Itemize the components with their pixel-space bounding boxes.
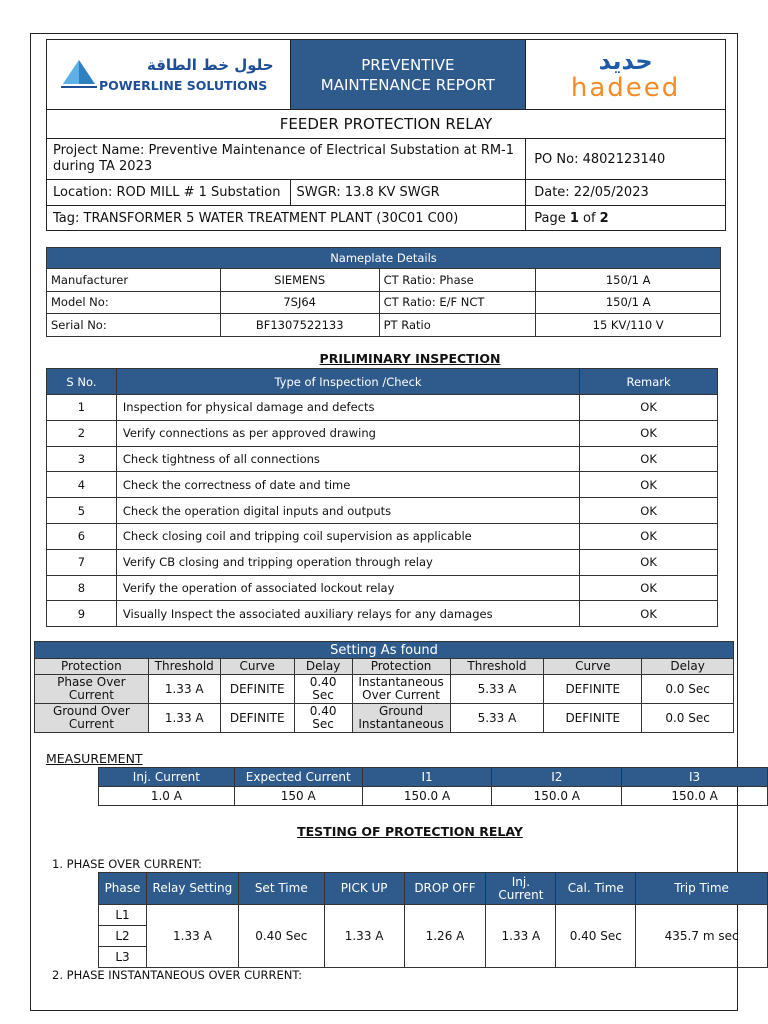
measurement-value: 150.0 A <box>622 787 768 806</box>
phase-label: L2 <box>99 926 147 947</box>
test-item-phase-instantaneous: 2. PHASE INSTANTANEOUS OVER CURRENT: <box>52 968 303 982</box>
delay-value: 0.40 Sec <box>294 704 352 733</box>
table-row <box>47 498 718 524</box>
inspection-remark: OK <box>580 549 718 575</box>
measurement-value: 150.0 A <box>492 787 622 806</box>
column-header: Threshold <box>450 659 544 675</box>
powerline-sail-icon <box>59 58 99 92</box>
inspection-remark: OK <box>580 601 718 627</box>
client-name: hadeed <box>570 72 681 103</box>
page-number <box>526 206 726 231</box>
phase-label: L3 <box>99 947 147 968</box>
column-header: Protection <box>352 659 450 675</box>
column-header: Threshold <box>148 659 220 675</box>
inspection-remark: OK <box>580 395 718 421</box>
protection-name: Instantaneous Over Current <box>352 675 450 704</box>
threshold-value: 1.33 A <box>148 704 220 733</box>
po-number: PO No: 4802123140 <box>526 139 726 180</box>
page-current: 1 <box>569 210 579 226</box>
column-header: Curve <box>544 659 642 675</box>
column-header: Protection <box>35 659 149 675</box>
company-arabic-name: حلول خط الطاقة <box>147 56 274 74</box>
client-arabic-name: حديد <box>598 46 653 75</box>
measurement-table <box>98 767 768 806</box>
inj-current: 1.33 A <box>486 905 556 968</box>
nameplate-label: CT Ratio: E/F NCT <box>379 291 536 314</box>
column-header: Curve <box>220 659 294 675</box>
delay-value: 0.0 Sec <box>642 704 734 733</box>
measurement-title: MEASUREMENT <box>46 751 143 766</box>
row-number: 8 <box>47 575 117 601</box>
report-title-line1: PREVENTIVE <box>361 55 455 74</box>
table-row <box>47 420 718 446</box>
inspection-check: Verify connections as per approved drawing <box>116 420 579 446</box>
inspection-check: Verify the operation of associated lockout relay <box>116 575 579 601</box>
delay-value: 0.0 Sec <box>642 675 734 704</box>
column-header: Cal. Time <box>556 873 636 905</box>
inspection-check: Check the correctness of date and time <box>116 472 579 498</box>
report-header <box>46 39 726 231</box>
column-header: Expected Current <box>234 768 362 787</box>
table-row <box>99 905 768 926</box>
cal-time: 0.40 Sec <box>556 905 636 968</box>
table-row <box>47 291 721 314</box>
table-row <box>47 472 718 498</box>
hadeed-logo <box>526 40 726 110</box>
table-row <box>47 314 721 337</box>
table-row <box>47 549 718 575</box>
document-title: FEEDER PROTECTION RELAY <box>47 110 726 139</box>
relay-setting: 1.33 A <box>146 905 238 968</box>
column-header: Delay <box>642 659 734 675</box>
table-row <box>47 523 718 549</box>
column-header: PICK UP <box>324 873 404 905</box>
inspection-check: Visually Inspect the associated auxiliary relays for any damages <box>116 601 579 627</box>
equipment-tag: Tag: TRANSFORMER 5 WATER TREATMENT PLANT (30C01 C00) <box>47 206 526 231</box>
inspection-remark: OK <box>580 472 718 498</box>
threshold-value: 1.33 A <box>148 675 220 704</box>
protection-name: Ground Instantaneous <box>352 704 450 733</box>
inspection-title: PRILIMINARY INSPECTION <box>319 351 501 366</box>
inspection-table <box>46 368 718 627</box>
project-name: Project Name: Preventive Maintenance of Electrical Substation at RM-1 during TA 2023 <box>47 139 526 180</box>
inspection-remark: OK <box>580 498 718 524</box>
pick-up: 1.33 A <box>324 905 404 968</box>
row-number: 3 <box>47 446 117 472</box>
protection-name: Ground Over Current <box>35 704 149 733</box>
protection-name: Phase Over Current <box>35 675 149 704</box>
row-number: 1 <box>47 395 117 421</box>
test-item-phase-over-current: 1. PHASE OVER CURRENT: <box>52 857 202 871</box>
row-number: 4 <box>47 472 117 498</box>
curve-value: DEFINITE <box>544 675 642 704</box>
threshold-value: 5.33 A <box>450 675 544 704</box>
report-title-line2: MAINTENANCE REPORT <box>320 75 495 94</box>
setting-as-found-table <box>34 641 734 733</box>
inspection-remark: OK <box>580 446 718 472</box>
table-row <box>47 395 718 421</box>
swgr: SWGR: 13.8 KV SWGR <box>290 180 526 206</box>
column-header: I3 <box>622 768 768 787</box>
powerline-logo <box>47 40 291 110</box>
phase-label: L1 <box>99 905 147 926</box>
trip-time: 435.7 m sec <box>636 905 768 968</box>
nameplate-table <box>46 247 721 337</box>
curve-value: DEFINITE <box>220 675 294 704</box>
nameplate-title: Nameplate Details <box>47 248 721 269</box>
measurement-value: 150.0 A <box>362 787 492 806</box>
inspection-check: Check the operation digital inputs and outputs <box>116 498 579 524</box>
set-time: 0.40 Sec <box>238 905 324 968</box>
nameplate-value: 150/1 A <box>536 269 721 292</box>
inspection-remark: OK <box>580 420 718 446</box>
inspection-check: Inspection for physical damage and defects <box>116 395 579 421</box>
column-header: Set Time <box>238 873 324 905</box>
nameplate-label: Manufacturer <box>47 269 221 292</box>
row-number: 9 <box>47 601 117 627</box>
column-header: I2 <box>492 768 622 787</box>
column-header: Remark <box>580 369 718 395</box>
inspection-check: Check closing coil and tripping coil supervision as applicable <box>116 523 579 549</box>
row-number: 7 <box>47 549 117 575</box>
testing-title: TESTING OF PROTECTION RELAY <box>297 824 523 839</box>
column-header: Relay Setting <box>146 873 238 905</box>
report-title <box>290 40 526 110</box>
nameplate-value: SIEMENS <box>220 269 379 292</box>
curve-value: DEFINITE <box>544 704 642 733</box>
column-header: DROP OFF <box>404 873 486 905</box>
inspection-check: Check tightness of all connections <box>116 446 579 472</box>
setting-title: Setting As found <box>35 642 734 659</box>
measurement-value: 1.0 A <box>99 787 235 806</box>
table-row <box>47 575 718 601</box>
table-row <box>47 446 718 472</box>
location: Location: ROD MILL # 1 Substation <box>47 180 291 206</box>
company-name: POWERLINE SOLUTIONS <box>99 78 268 93</box>
nameplate-value: 150/1 A <box>536 291 721 314</box>
phase-over-current-table <box>98 872 768 968</box>
nameplate-label: Serial No: <box>47 314 221 337</box>
nameplate-label: Model No: <box>47 291 221 314</box>
column-header: Delay <box>294 659 352 675</box>
table-row <box>99 787 768 806</box>
inspection-remark: OK <box>580 575 718 601</box>
column-header: Trip Time <box>636 873 768 905</box>
page-of: of <box>578 210 600 226</box>
delay-value: 0.40 Sec <box>294 675 352 704</box>
column-header: Inj. Current <box>486 873 556 905</box>
column-header: Type of Inspection /Check <box>116 369 579 395</box>
nameplate-value: 7SJ64 <box>220 291 379 314</box>
nameplate-label: CT Ratio: Phase <box>379 269 536 292</box>
column-header: S No. <box>47 369 117 395</box>
page-prefix: Page <box>534 210 570 226</box>
threshold-value: 5.33 A <box>450 704 544 733</box>
table-row <box>35 675 734 704</box>
report-date: Date: 22/05/2023 <box>526 180 726 206</box>
table-row <box>47 601 718 627</box>
inspection-remark: OK <box>580 523 718 549</box>
table-row <box>35 704 734 733</box>
column-header: Phase <box>99 873 147 905</box>
row-number: 2 <box>47 420 117 446</box>
inspection-check: Verify CB closing and tripping operation through relay <box>116 549 579 575</box>
row-number: 5 <box>47 498 117 524</box>
table-row <box>47 269 721 292</box>
nameplate-value: 15 KV/110 V <box>536 314 721 337</box>
row-number: 6 <box>47 523 117 549</box>
drop-off: 1.26 A <box>404 905 486 968</box>
column-header: Inj. Current <box>99 768 235 787</box>
curve-value: DEFINITE <box>220 704 294 733</box>
nameplate-value: BF1307522133 <box>220 314 379 337</box>
page-total: 2 <box>599 210 609 226</box>
column-header: I1 <box>362 768 492 787</box>
nameplate-label: PT Ratio <box>379 314 536 337</box>
measurement-value: 150 A <box>234 787 362 806</box>
